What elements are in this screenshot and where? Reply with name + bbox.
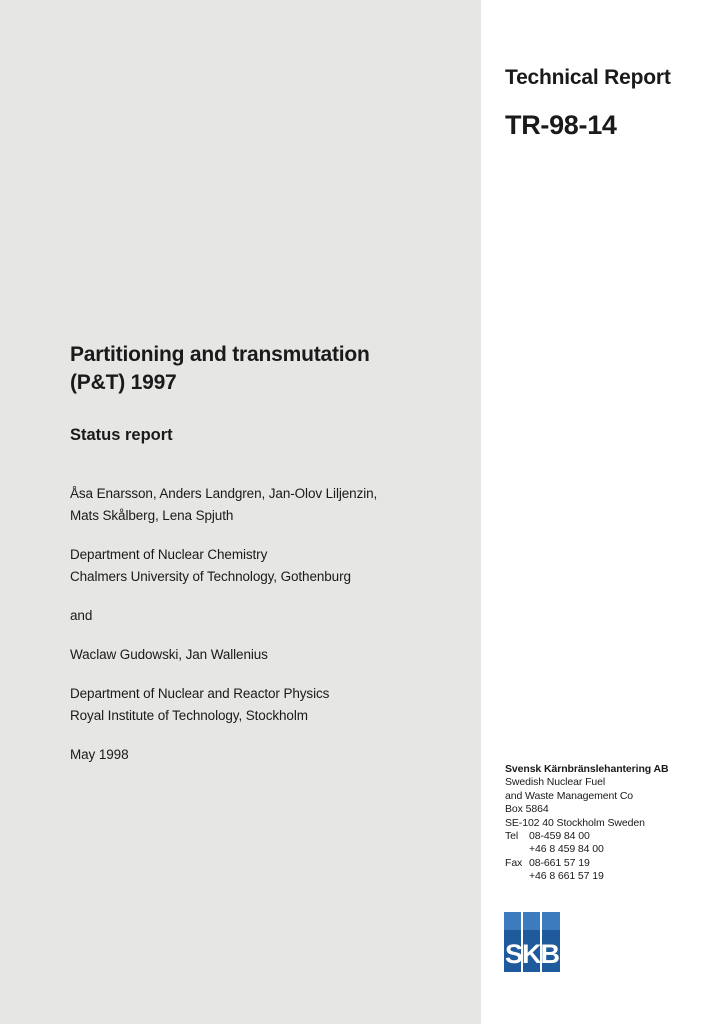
authors-line-1: Åsa Enarsson, Anders Landgren, Jan-Olov Liljenzin, <box>70 486 378 501</box>
fax-label: Fax <box>505 856 523 869</box>
skb-logo-text: SKB <box>504 939 560 969</box>
tel-local: 08-459 84 00 <box>529 830 590 843</box>
fax-row <box>505 857 715 870</box>
publication-date: May 1998 <box>70 747 129 762</box>
authors-line-2: Mats Skålberg, Lena Spjuth <box>70 508 234 523</box>
company-name: Svensk Kärnbränslehantering AB <box>505 763 669 775</box>
affiliation-2 <box>70 683 329 727</box>
company-address: SE-102 40 Stockholm Sweden <box>505 816 645 829</box>
title-line-2: (P&T) 1997 <box>70 371 177 394</box>
company-box: Box 5864 <box>505 803 549 816</box>
company-address-block <box>505 763 715 884</box>
skb-logo-icon <box>504 912 560 972</box>
title-line-1: Partitioning and transmutation <box>70 343 370 366</box>
company-name-en-2: and Waste Management Co <box>505 789 634 802</box>
affiliation-1-line-1: Department of Nuclear Chemistry <box>70 547 268 562</box>
report-type: Technical Report <box>505 66 671 89</box>
tel-label: Tel <box>505 830 519 843</box>
tel-intl: +46 8 459 84 00 <box>529 843 604 856</box>
fax-intl: +46 8 661 57 19 <box>529 870 604 883</box>
authors-group-1 <box>70 483 377 527</box>
company-name-en-1: Swedish Nuclear Fuel <box>505 776 606 789</box>
authors-group-2: Waclaw Gudowski, Jan Wallenius <box>70 647 268 662</box>
affiliation-1-line-2: Chalmers University of Technology, Gothenburg <box>70 569 351 584</box>
document-title <box>70 341 470 397</box>
tel-row <box>505 830 715 843</box>
document-subtitle: Status report <box>70 426 173 444</box>
conjunction: and <box>70 608 93 623</box>
report-number: TR-98-14 <box>505 110 617 140</box>
affiliation-1 <box>70 544 351 588</box>
fax-local: 08-661 57 19 <box>529 856 590 869</box>
affiliation-2-line-2: Royal Institute of Technology, Stockholm <box>70 708 308 723</box>
affiliation-2-line-1: Department of Nuclear and Reactor Physics <box>70 686 330 701</box>
